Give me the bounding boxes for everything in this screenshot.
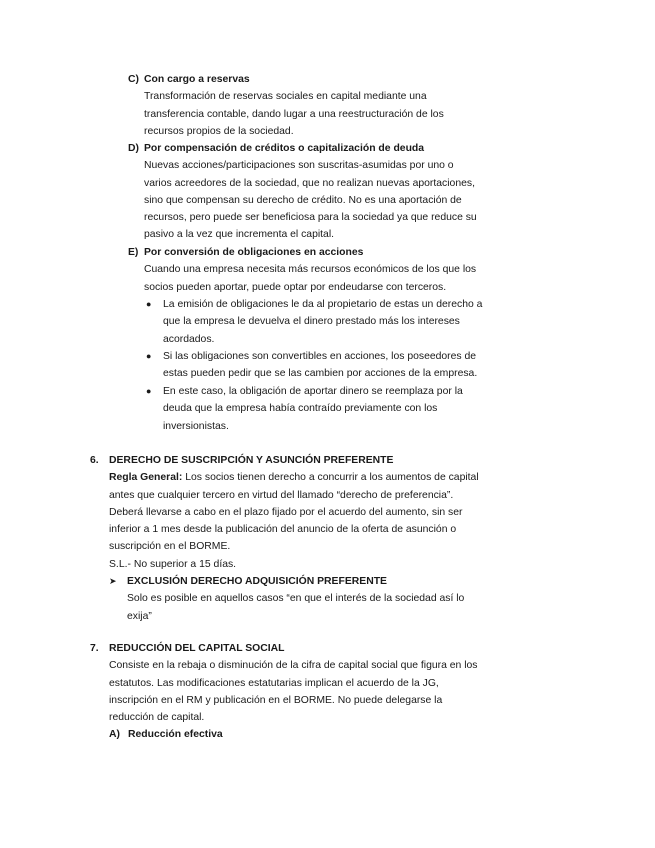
section-d-line: Nuevas acciones/participaciones son suscritas-asumidas por uno o <box>144 160 454 172</box>
section-c-marker: C) <box>128 74 139 85</box>
exclusion-title: EXCLUSIÓN DERECHO ADQUISICIÓN PREFERENTE <box>127 576 387 587</box>
bullet-line: acordados. <box>163 333 215 345</box>
section-6-line: suscripción en el BORME. <box>109 541 231 553</box>
section-e-line: Cuando una empresa necesita más recursos económicos de los que los <box>144 264 477 276</box>
subsection-a <box>109 726 478 743</box>
section-d-line: pasivo a la vez que incrementa el capital. <box>144 229 335 241</box>
section-6-title: DERECHO DE SUSCRIPCIÓN Y ASUNCIÓN PREFERENTE <box>109 455 394 466</box>
bullet-line: Si las obligaciones son convertibles en acciones, los poseedores de <box>163 351 477 362</box>
exclusion-line: Solo es posible en aquellos casos “en que el interés de la sociedad así lo <box>127 593 465 605</box>
subsection-a-title: Reducción efectiva <box>127 729 223 741</box>
section-6-line: S.L.- No superior a 15 días. <box>109 558 237 570</box>
bullet-icon: ● <box>146 299 152 309</box>
section-c-line: transferencia contable, dando lugar a una reestructuración de los <box>144 108 444 120</box>
section-7-line: reducción de capital. <box>109 712 205 724</box>
subsection-a-marker: A) <box>109 729 120 741</box>
section-6-line: antes que cualquier tercero en virtud del llamado “derecho de preferencia”. <box>109 489 454 501</box>
bullet-line: deuda que la empresa había contraído previamente con los <box>163 403 438 415</box>
bullet-icon: ● <box>146 386 152 396</box>
bullet-icon: ● <box>146 351 152 361</box>
bullet-line: inversionistas. <box>163 420 229 432</box>
section-7-line: inscripción en el RM y publicación en el BORME. No puede delegarse la <box>109 694 443 706</box>
bullet-line: La emisión de obligaciones le da al propietario de estas un derecho a <box>163 299 483 310</box>
section-e-marker: E) <box>128 247 139 258</box>
rule-text: Los socios tienen derecho a concurrir a los aumentos de capital <box>182 472 479 484</box>
section-7-line: Consiste en la rebaja o disminución de la cifra de capital social que figura en los <box>109 660 478 672</box>
section-7-line: estatutos. Las modificaciones estatutarias implican el acuerdo de la JG, <box>109 677 439 689</box>
rule-line <box>109 469 479 486</box>
bullet-line: estas pueden pedir que se las cambien por acciones de la empresa. <box>163 368 478 380</box>
section-e-line: socios pueden aportar, puede optar por endeudarse con terceros. <box>144 281 447 293</box>
section-c-title: Con cargo a reservas <box>144 74 250 85</box>
section-d-marker: D) <box>128 143 139 154</box>
section-7-title: REDUCCIÓN DEL CAPITAL SOCIAL <box>109 643 285 654</box>
rule-label: Regla General: <box>109 472 183 484</box>
section-6-number: 6. <box>90 455 99 466</box>
bullet-line: En este caso, la obligación de aportar dinero se reemplaza por la <box>163 386 463 397</box>
section-e-title: Por conversión de obligaciones en acciones <box>144 247 364 258</box>
section-d-line: recursos, pero puede ser beneficiosa para la sociedad ya que reduce su <box>144 212 477 224</box>
exclusion-line: exija” <box>127 610 152 622</box>
arrow-bullet-icon: ➤ <box>109 576 117 586</box>
section-d-title: Por compensación de créditos o capitalización de deuda <box>144 143 425 154</box>
section-d-line: varios acreedores de la sociedad, que no realizan nuevas aportaciones, <box>144 177 475 189</box>
section-7-number: 7. <box>90 643 99 654</box>
section-c-line: recursos propios de la sociedad. <box>144 125 294 137</box>
bullet-line: que la empresa le devuelva el dinero prestado más los intereses <box>163 316 460 328</box>
section-c-line: Transformación de reservas sociales en capital mediante una <box>144 91 427 103</box>
section-d-line: sino que compensan su derecho de crédito. No es una aportación de <box>144 194 462 206</box>
section-6-line: Deberá llevarse a cabo en el plazo fijado por el acuerdo del aumento, sin ser <box>109 506 463 518</box>
section-6-line: inferior a 1 mes desde la publicación del anuncio de la oferta de asunción o <box>109 524 457 536</box>
